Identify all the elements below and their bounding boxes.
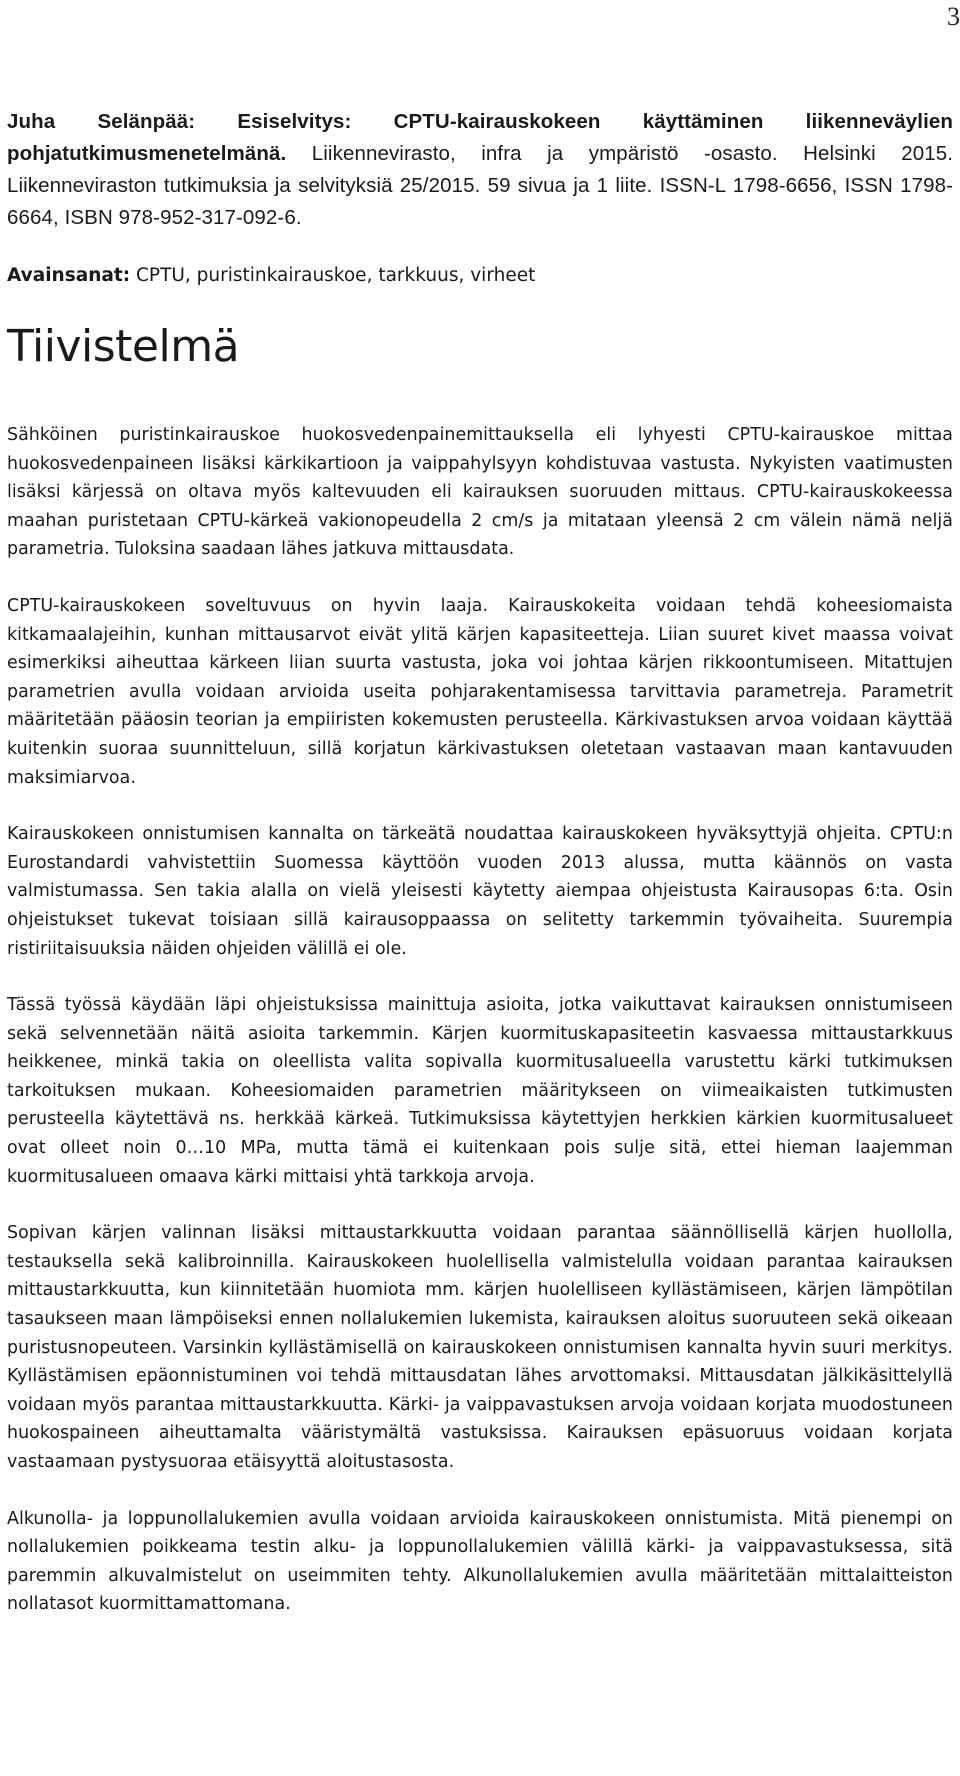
abstract-paragraph: Alkunolla- ja loppunollalukemien avulla voidaan arvioida kairauskokeen onnistumista. Mitä pienempi on nollalukemien poikkeama testin alku- ja loppunollalukemien välillä kärki- ja vaippavastuksessa, sitä paremmin alkuvalmistelut on useimmiten tehty. Alkunollalukemien avulla määritetään mittalaitteiston nollatasot kuormittamattomana. bbox=[7, 1508, 953, 1615]
citation bbox=[7, 106, 953, 234]
page-number: 3 bbox=[947, 2, 960, 31]
abstract-paragraph: Tässä työssä käydään läpi ohjeistuksissa mainittuja asioita, jotka vaikuttavat kairauksen onnistumiseen sekä selvennetään näitä asioita tarkemmin. Kärjen kuormituskapasiteetin kasvaessa mittaustarkkuus heikkenee, minkä takia on oleellista valita sopivalla kuormitusalueella varustettu kärki tutkimuksen tarkoituksen mukaan. Koheesiomaiden parametrien määritykseen on viimeaikaisten tutkimusten perusteella käytettävä ns. herkkää kärkeä. Tutkimuksissa käytettyjen herkkien kärkien kuormitusalueet ovat olleet noin 0…10 MPa, mutta tämä ei kuitenkaan pois sulje sitä, ettei hieman laajemman kuormitusalueen omaava kärki mittaisi yhtä tarkkoja arvoja. bbox=[7, 995, 953, 1187]
abstract-paragraph: Sähköinen puristinkairauskoe huokosvedenpainemittauksella eli lyhyesti CPTU-kairauskoe mittaa huokosvedenpaineen lisäksi kärkikartioon ja vaippahylsyyn kohdistuvaa vastusta. Nykyisten vaatimusten lisäksi kärjessä on oltava myös kaltevuuden eli kairauksen suoruuden mittaus. CPTU-kairauskokeessa maahan puristetaan CPTU-kärkeä vakionopeudella 2 cm/s ja mitataan yleensä 2 cm välein nämä neljä parametria. Tuloksina saadaan lähes jatkuva mittausdata. bbox=[7, 425, 953, 560]
citation-title: Juha Selänpää: Esiselvitys: CPTU-kairauskokeen käyttäminen liikenneväylien pohjatutkimusmenetelmänä. bbox=[7, 110, 953, 165]
keywords bbox=[7, 261, 953, 291]
abstract-paragraph: CPTU-kairauskokeen soveltuvuus on hyvin laaja. Kairauskokeita voidaan tehdä koheesiomaista kitkamaalajeihin, kunhan mittausarvot eivät ylitä kärjen kapasiteetteja. Liian suuret kivet maassa voivat esimerkiksi aiheuttaa kärkeen liian suurta vastusta, joka voi johtaa kärjen rikkoontumiseen. Mitattujen parametrien avulla voidaan arvioida useita pohjarakentamisessa tarvittavia parametreja. Parametrit määritetään pääosin teorian ja empiiristen kokemusten perusteella. Kärkivastuksen arvoa voidaan käyttää kuitenkin suoraa suunnitteluun, sillä korjatun kärkivastuksen oletetaan vastaavan maan kantavuuden maksimiarvoa. bbox=[7, 595, 953, 788]
citation-details: Liikennevirasto, infra ja ympäristö -osasto. Helsinki 2015. Liikenneviraston tutkimuksia ja selvityksiä 25/2015. 59 sivua ja 1 liite. ISSN-L 1798-6656, ISSN 1798-6664, ISBN 978-952-317-092-6. bbox=[7, 142, 953, 229]
document-body bbox=[7, 106, 953, 1619]
keywords-text: CPTU, puristinkairauskoe, tarkkuus, virheet bbox=[130, 265, 536, 286]
abstract-paragraph: Kairauskokeen onnistumisen kannalta on tärkeätä noudattaa kairauskokeen hyväksyttyjä ohjeita. CPTU:n Eurostandardi vahvistettiin Suomessa käyttöön vuoden 2013 alussa, mutta käännös on vasta valmistumassa. Sen takia alalla on vielä yleisesti käytetty aiempaa ohjeistusta Kairausopas 6:ta. Osin ohjeistukset tukevat toisiaan sillä kairausoppaassa on selitetty tarkemmin työvaiheita. Suurempia ristiriitaisuuksia näiden ohjeiden välillä ei ole. bbox=[7, 824, 953, 959]
abstract-paragraph: Sopivan kärjen valinnan lisäksi mittaustarkkuutta voidaan parantaa säännöllisellä kärjen huollolla, testauksella sekä kalibroinnilla. Kairauskokeen huolellisella valmistelulla voidaan parantaa kairauksen mittaustarkkuutta, kun kiinnitetään huomiota mm. kärjen huolelliseen kyllästämiseen, kärjen lämpötilan tasaukseen maan lämpöiseksi ennen nollalukemien lukemista, kairauksen aloitus suoruuteen sekä oikeaan puristusnopeuteen. Varsinkin kyllästämisellä on kairauskokeen onnistumisen kannalta hyvin suuri merkitys. Kyllästämisen epäonnistuminen voi tehdä mittausdatan lähes arvottomaksi. Mittausdatan jälkikäsittelyllä voidaan myös parantaa mittaustarkkuutta. Kärki- ja vaippavastuksen arvoja voidaan korjata muodostuneen huokospaineen aiheuttamalta vääristymältä vastuksissa. Kairauksen epäsuoruus voidaan korjata vastaamaan pystysuoraa etäisyyttä aloitustasosta. bbox=[7, 1223, 953, 1472]
keywords-label: Avainsanat: bbox=[7, 265, 131, 286]
section-title: Tiivistelmä bbox=[7, 321, 240, 372]
